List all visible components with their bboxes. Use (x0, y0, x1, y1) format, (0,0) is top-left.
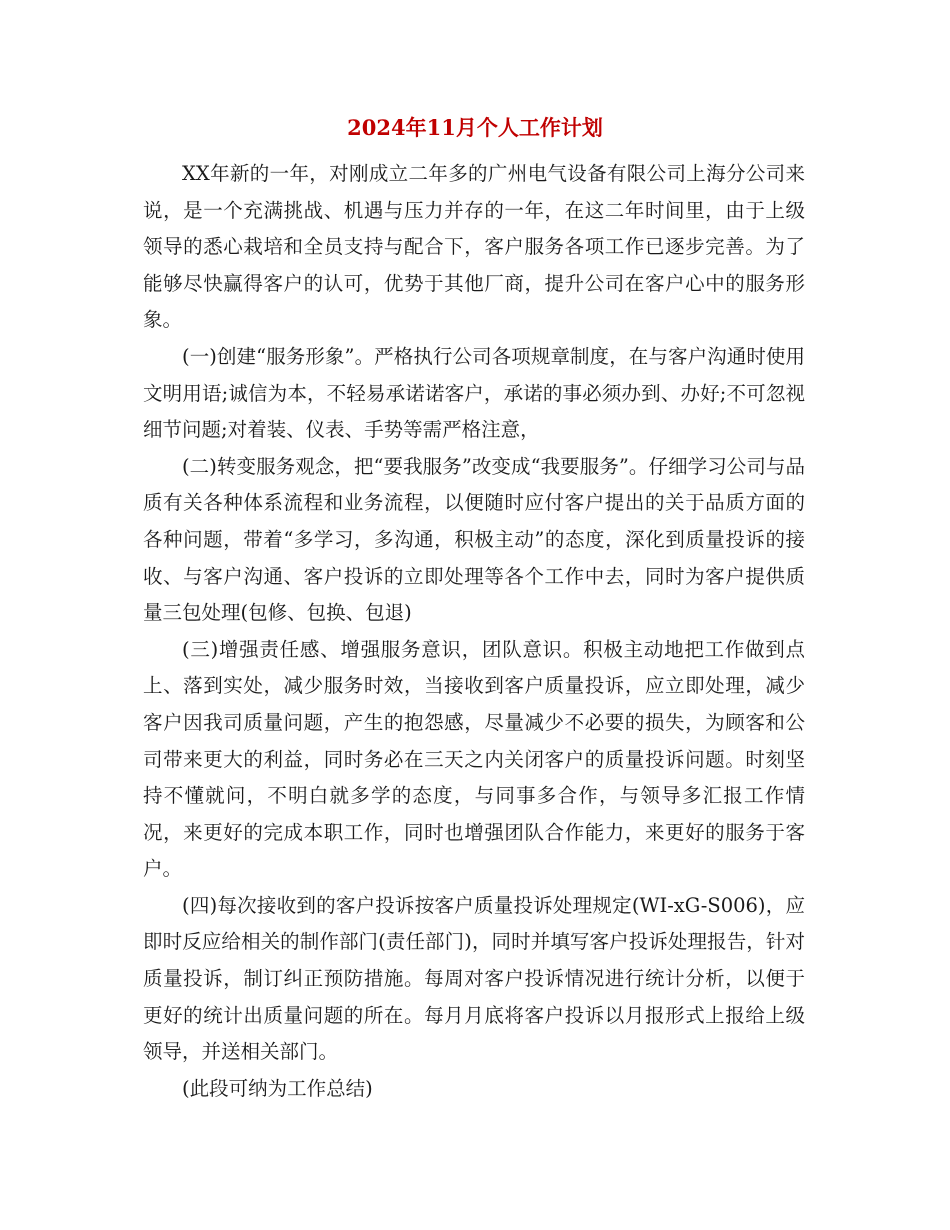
paragraph-intro: XX年新的一年，对刚成立二年多的广州电气设备有限公司上海分公司来说，是一个充满挑战、机遇与压力并存的一年，在这二年时间里，由于上级领导的悉心栽培和全员支持与配合下，客户服务各项工作已逐步完善。为了能够尽快赢得客户的认可，优势于其他厂商，提升公司在客户心中的服务形象。 (143, 162, 805, 332)
paragraph-section-2: (二)转变服务观念，把“要我服务”改变成“我要服务”。仔细学习公司与品质有关各种体系流程和业务流程，以便随时应付客户提出的关于品质方面的各种问题，带着“多学习，多沟通，积极主动”的态度，深化到质量投诉的接收、与客户沟通、客户投诉的立即处理等各个工作中去，同时为客户提供质量三包处理(包修、包换、包退) (143, 454, 805, 625)
document-title: 2024年11月个人工作计划 (347, 115, 603, 140)
paragraph-section-1: (一)创建“服务形象”。严格执行公司各项规章制度，在与客户沟通时使用文明用语;诚信为本，不轻易承诺诺客户，承诺的事必须办到、办好;不可忽视细节问题;对着装、仪表、手势等需严格注意， (143, 344, 805, 442)
document-body (143, 156, 805, 1107)
paragraph-section-4: (四)每次接收到的客户投诉按客户质量投诉处理规定(WI-xG-S006)，应即时反应给相关的制作部门(责任部门)，同时并填写客户投诉处理报告，针对质量投诉，制订纠正预防措施。每周对客户投诉情况进行统计分析，以便于更好的统计出质量问题的所在。每月月底将客户投诉以月报形式上报给上级领导，并送相关部门。 (143, 893, 805, 1064)
paragraph-note: (此段可纳为工作总结) (182, 1076, 373, 1100)
paragraph-section-3: (三)增强责任感、增强服务意识，团队意识。积极主动地把工作做到点上、落到实处，减少服务时效，当接收到客户质量投诉，应立即处理，减少客户因我司质量问题，产生的抱怨感，尽量减少不必要的损失，为顾客和公司带来更大的利益，同时务必在三天之内关闭客户的质量投诉问题。时刻坚持不懂就问，不明白就多学的态度，与同事多合作，与领导多汇报工作情况，来更好的完成本职工作，同时也增强团队合作能力，来更好的服务于客户。 (143, 637, 805, 881)
